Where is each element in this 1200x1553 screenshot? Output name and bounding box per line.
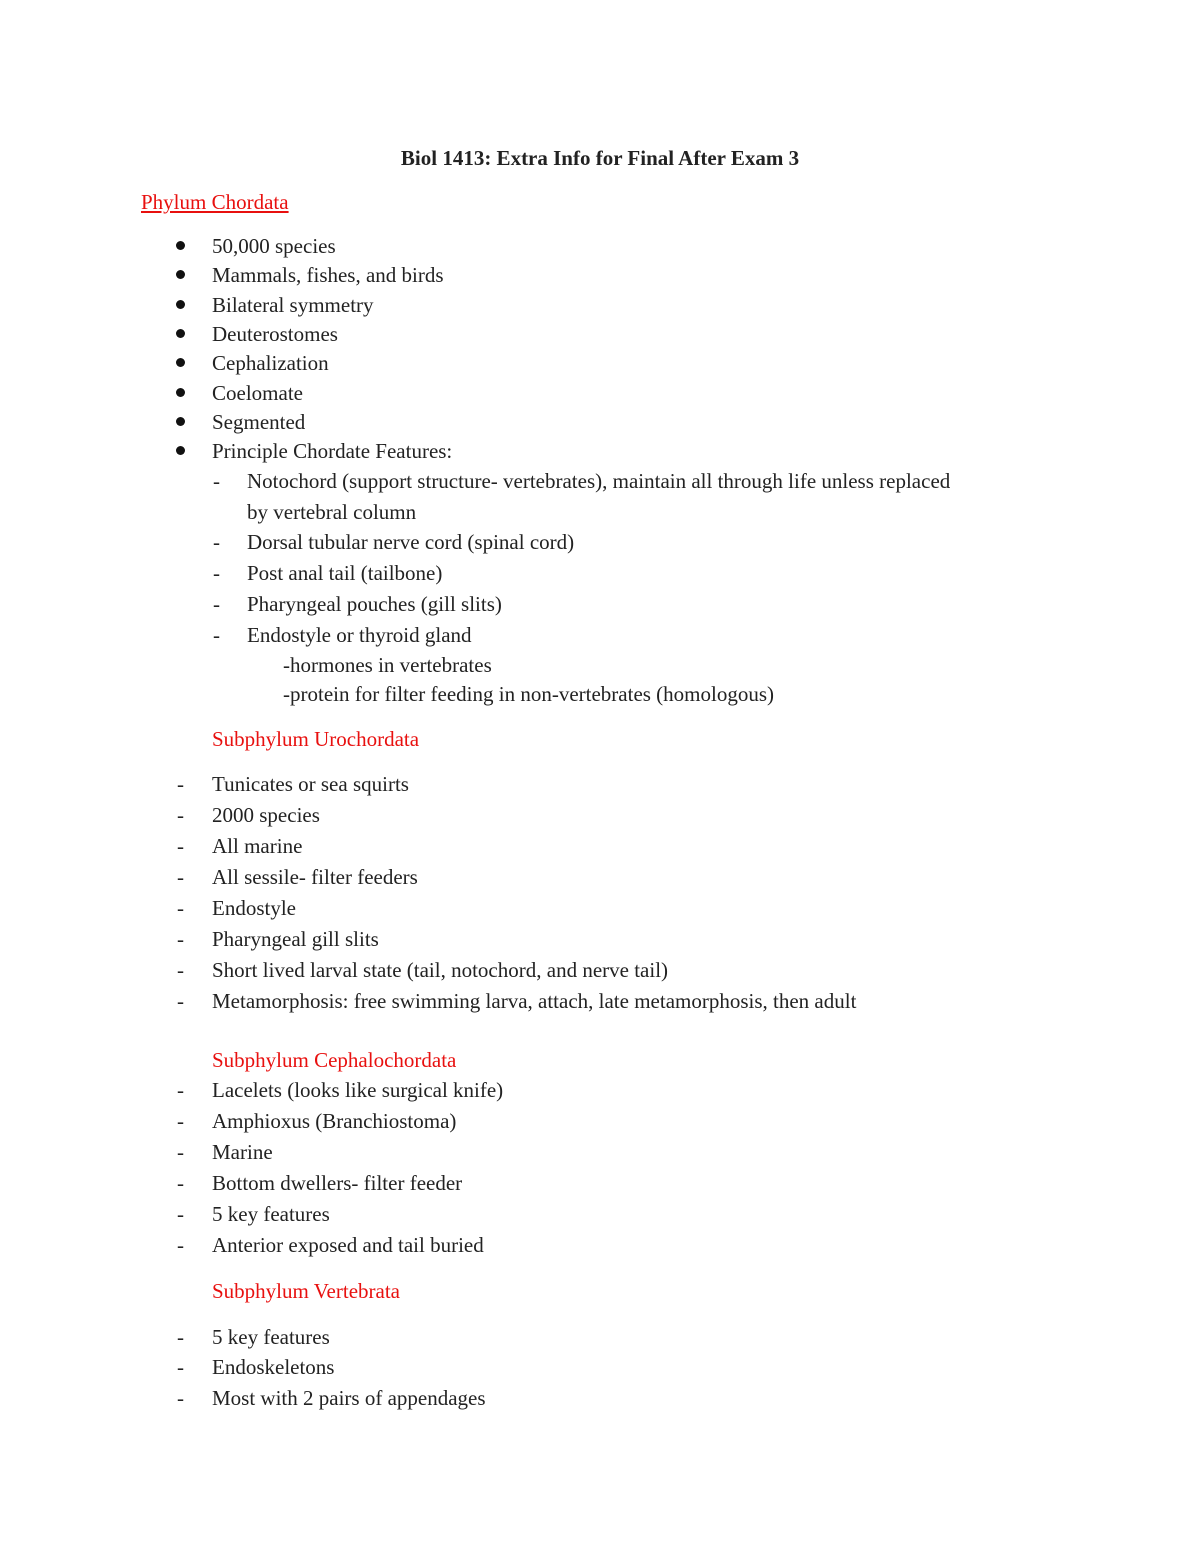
- dash-marker: -: [177, 1078, 184, 1102]
- dash-marker: -: [177, 803, 184, 827]
- document-page: Biol 1413: Extra Info for Final After Exam 3 Phylum Chordata 50,000 species Mammals, fishes, and birds Bilateral symmetry Deuterostomes Cephalization Coelomate Segmented Principle Chordate Features: - Notochord (support structure- vertebrates), maintain all through life unless replaced by vertebral column - Dorsal tubular nerve cord (spinal cord) - Post anal tail (tailbone) - Pharyngeal pouches (gill slits) - Endostyle or thyroid gland -hormones in vertebrates -protein for filter feeding in non-vertebrates (homologous) Subphylum Urochordata - Tunicates or sea squirts - 2000 species - All marine - All sessile- filter feeders - Endostyle - Pharyngeal gill slits - Short lived larval state (tail, notochord, and nerve tail) - Metamorphosis: free swimming larva, attach, late metamorphosis, then adult Subphylum Cephalochordata - Lacelets (looks like surgical knife) - Amphioxus (Branchiostoma) - Marine - Bottom dwellers- filter feeder - 5 key features - Anterior exposed and tail buried Subphylum Vertebrata - 5 key features - Endoskeletons - Most with 2 pairs of appendages: [0, 0, 1200, 1553]
- bullet-icon: [176, 329, 185, 338]
- dash-marker: -: [177, 989, 184, 1013]
- dash-marker: -: [177, 896, 184, 920]
- dash-marker: -: [177, 1325, 184, 1349]
- bullet-icon: [176, 358, 185, 367]
- heading-phylum-chordata: Phylum Chordata: [141, 190, 289, 214]
- heading-subphylum-vertebrata: Subphylum Vertebrata: [212, 1279, 400, 1303]
- dash-marker: -: [177, 958, 184, 982]
- dash-marker: -: [177, 1140, 184, 1164]
- dash-marker: -: [213, 469, 220, 493]
- bullet-icon: [176, 270, 185, 279]
- dash-marker: -: [177, 1109, 184, 1133]
- dash-marker: -: [177, 1386, 184, 1410]
- dash-marker: -: [177, 834, 184, 858]
- dash-marker: -: [213, 561, 220, 585]
- document-title: Biol 1413: Extra Info for Final After Exam 3: [400, 146, 800, 170]
- dash-marker: -: [177, 927, 184, 951]
- dash-marker: -: [177, 772, 184, 796]
- dash-marker: -: [213, 623, 220, 647]
- bullet-icon: [176, 241, 185, 250]
- dash-marker: -: [177, 1233, 184, 1257]
- dash-marker: -: [213, 530, 220, 554]
- heading-subphylum-cephalochordata: Subphylum Cephalochordata: [212, 1048, 457, 1072]
- dash-marker: -: [213, 592, 220, 616]
- bullet-icon: [176, 446, 185, 455]
- bullet-icon: [176, 300, 185, 309]
- dash-marker: -: [177, 1202, 184, 1226]
- dash-marker: -: [177, 865, 184, 889]
- dash-marker: -: [177, 1171, 184, 1195]
- bullet-icon: [176, 417, 185, 426]
- heading-subphylum-urochordata: Subphylum Urochordata: [212, 727, 420, 751]
- dash-marker: -: [177, 1355, 184, 1379]
- bullet-icon: [176, 388, 185, 397]
